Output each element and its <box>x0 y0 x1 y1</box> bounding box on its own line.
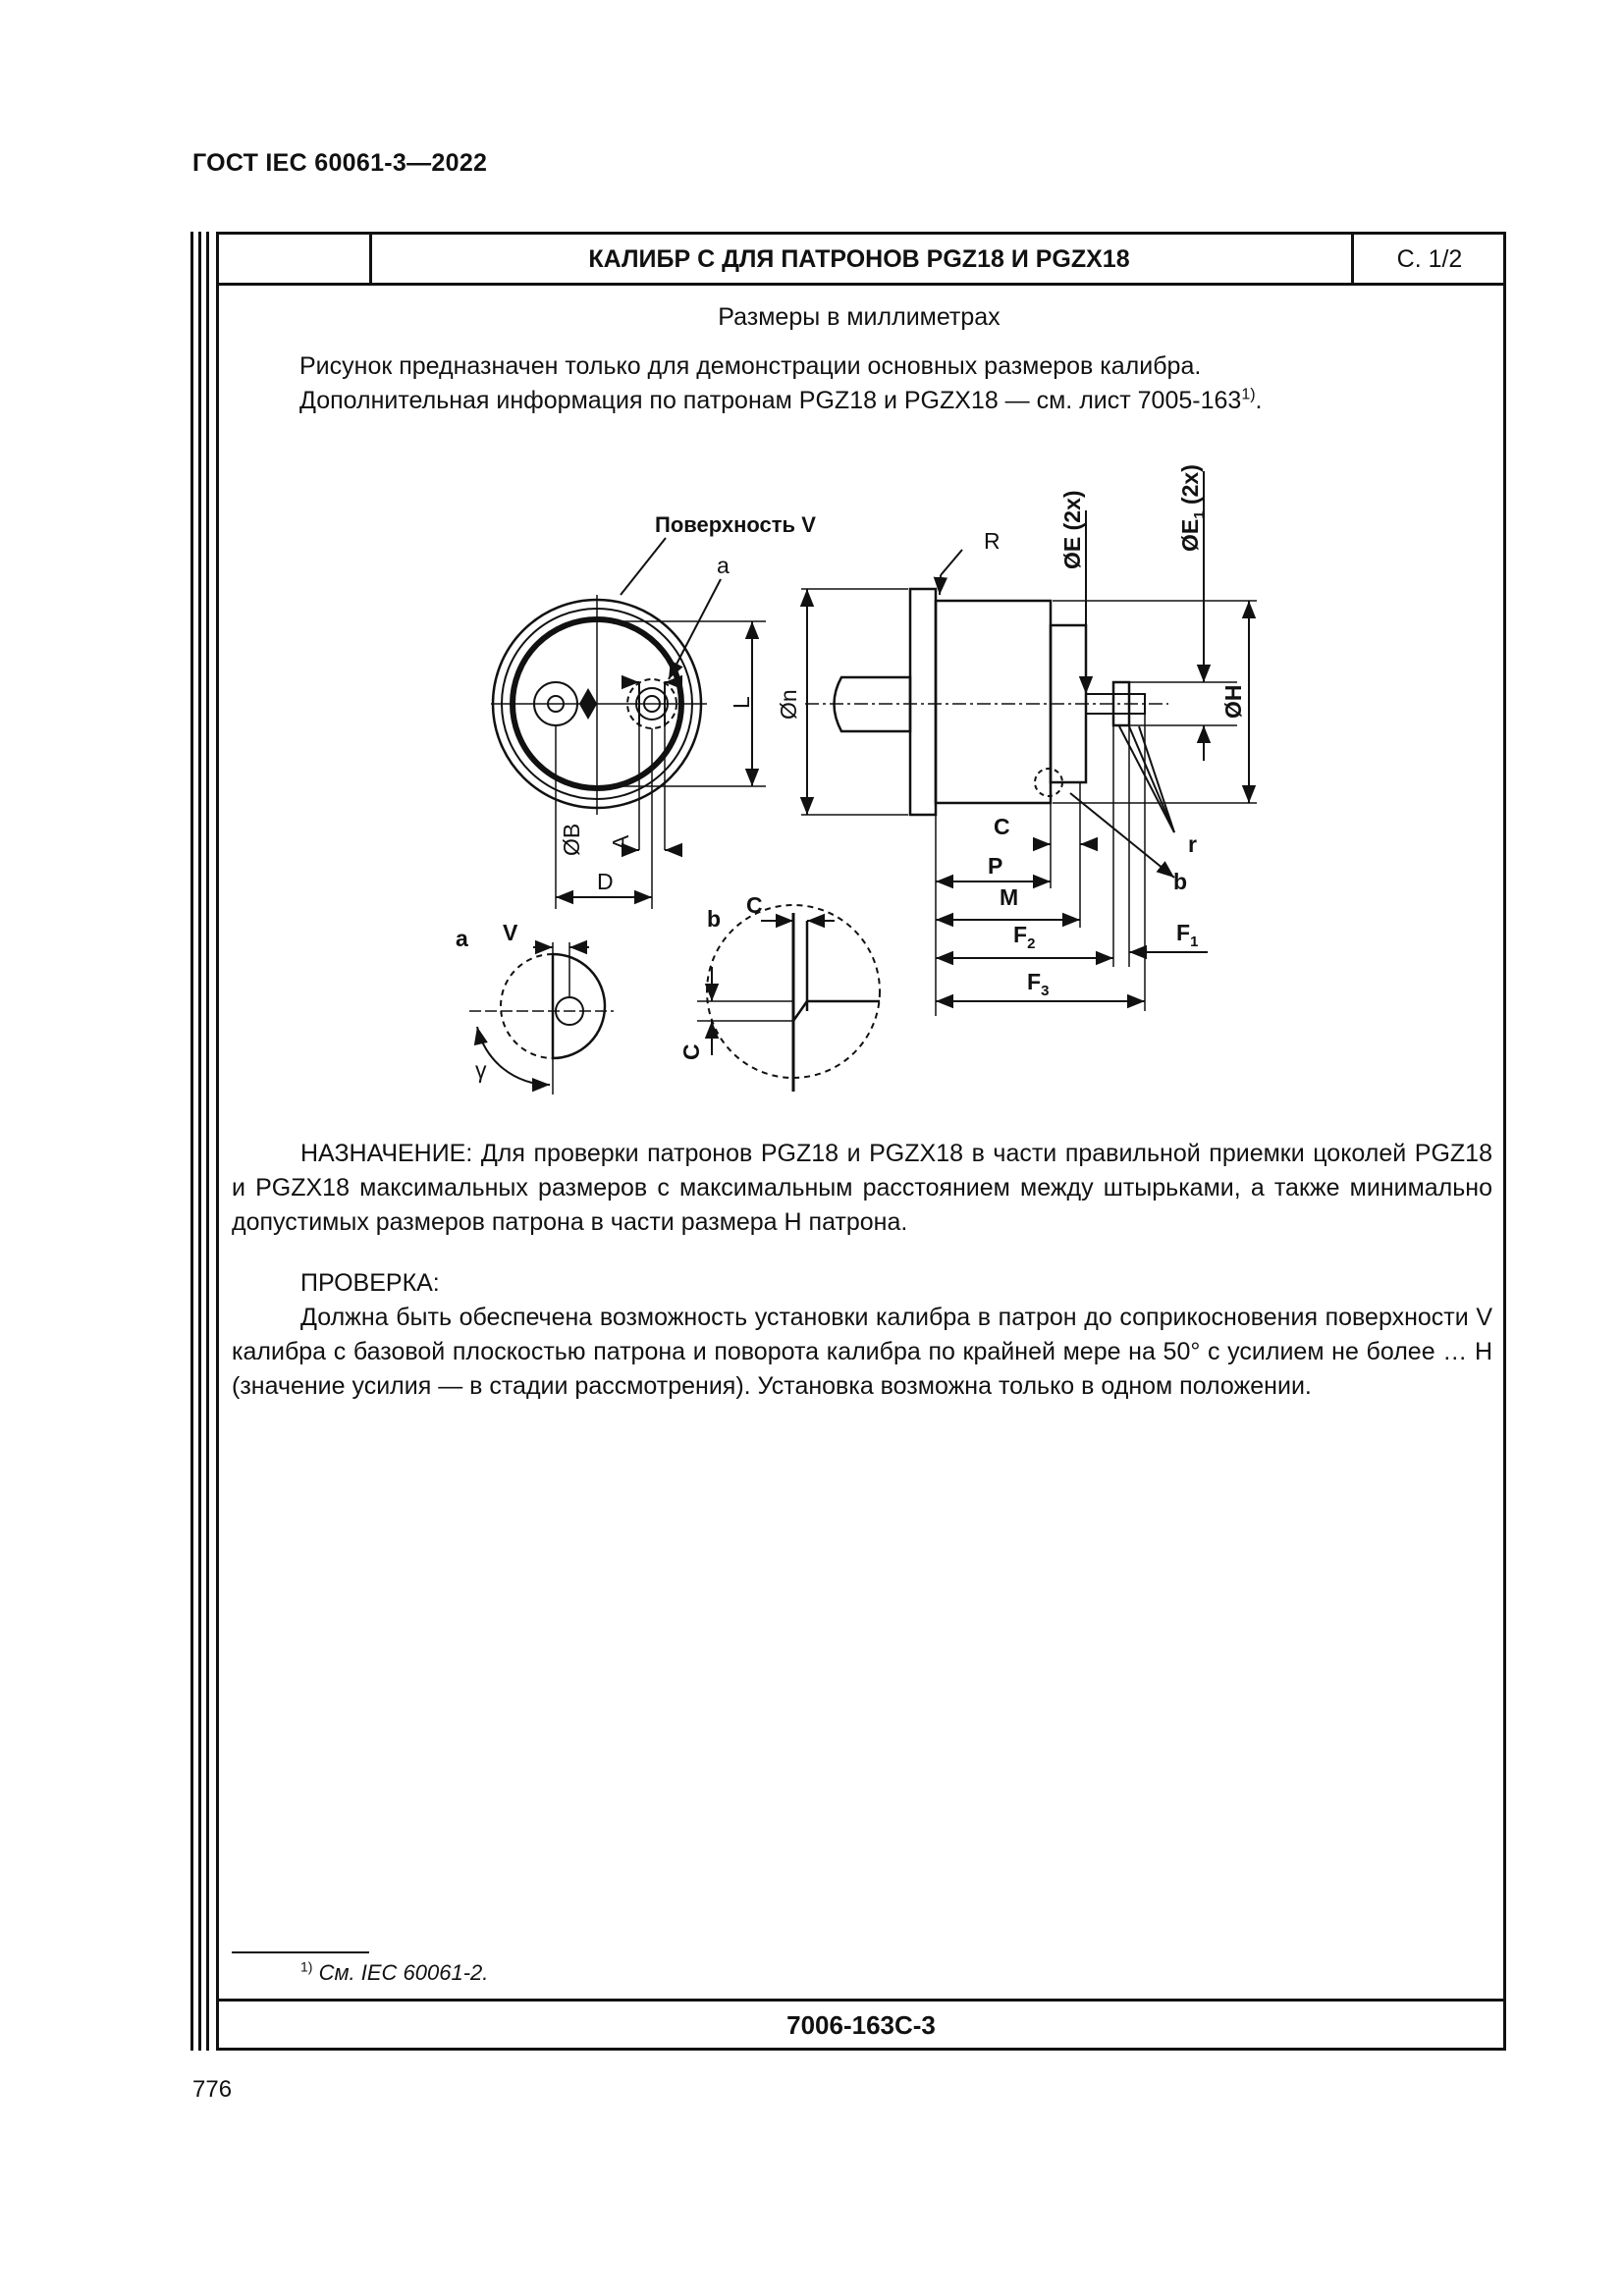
label-A: A <box>608 834 633 850</box>
check-section <box>232 1266 1492 1404</box>
code-row-divider <box>216 1999 1506 2002</box>
label-F3: $F_3$ <box>1027 969 1050 999</box>
footnote-rule <box>232 1951 369 1953</box>
label-r: r <box>1188 831 1197 857</box>
intro-line-2: Дополнительная информация по патронам PGZ18 и PGZX18 — см. лист 7005-163$^{1)}$. <box>299 386 1263 414</box>
label-F1: $F_1$ <box>1176 920 1199 950</box>
intro-line-1: Рисунок предназначен только для демонстрации основных размеров калибра. <box>299 352 1202 380</box>
label-P: P <box>988 853 1003 879</box>
label-gamma: γ <box>475 1057 487 1083</box>
footnote: $^{1)}$ См. IEC 60061-2. <box>300 1958 489 1985</box>
purpose-paragraph: НАЗНАЧЕНИЕ: Для проверки патронов PGZ18 и PGZX18 в части правильной приемки цоколей PGZ18 и PGZX18 максимальных размеров с максимальным расстоянием между штырьками, а также минимально допустимых размеров патрона в части размера H патрона. <box>232 1140 1492 1236</box>
label-F2: $F_2$ <box>1013 922 1036 952</box>
label-phiB: ØB <box>559 823 584 856</box>
gauge-drawing <box>0 0 1623 1129</box>
label-R: R <box>984 528 1001 554</box>
page-number: 776 <box>192 2076 233 2103</box>
check-text: Должна быть обеспечена возможность установки калибра в патрон до соприкосновения поверхности V калибра с базовой плоскостью патрона и поворота калибра по крайней мере на 50° с усилием не более … Н (значение усилия — в стадии рассмотрения). Установка возможна только в одном положении. <box>232 1304 1492 1400</box>
label-D: D <box>597 869 614 894</box>
units-note: Размеры в миллиметрах <box>718 303 1001 331</box>
label-L: L <box>729 696 754 709</box>
label-a: a <box>717 553 730 578</box>
label-C-side: C <box>994 814 1010 839</box>
detail-b-label: b <box>707 906 722 932</box>
sheet-page: С. 1/2 <box>1396 245 1463 273</box>
label-phiH: ØH <box>1220 684 1246 719</box>
sheet-title: КАЛИБР С ДЛЯ ПАТРОНОВ PGZ18 И PGZX18 <box>588 245 1130 273</box>
sheet-code: 7006-163C-3 <box>786 2010 936 2040</box>
label-b: b <box>1173 869 1188 894</box>
label-C-vertical: C <box>678 1043 704 1060</box>
check-heading: ПРОВЕРКА: <box>300 1269 440 1297</box>
label-M: M <box>1000 884 1019 910</box>
label-V: V <box>503 920 518 945</box>
surface-v-label: Поверхность V <box>655 512 816 537</box>
label-C-detail: C <box>746 892 763 918</box>
label-phin: Øn <box>776 689 801 720</box>
standard-header: ГОСТ IEC 60061-3—2022 <box>192 149 488 177</box>
label-phiE: ØE (2x) <box>1059 490 1085 569</box>
detail-a-label: a <box>456 926 468 951</box>
label-phiE1: $ØE_1$ (2x) <box>1177 464 1208 552</box>
